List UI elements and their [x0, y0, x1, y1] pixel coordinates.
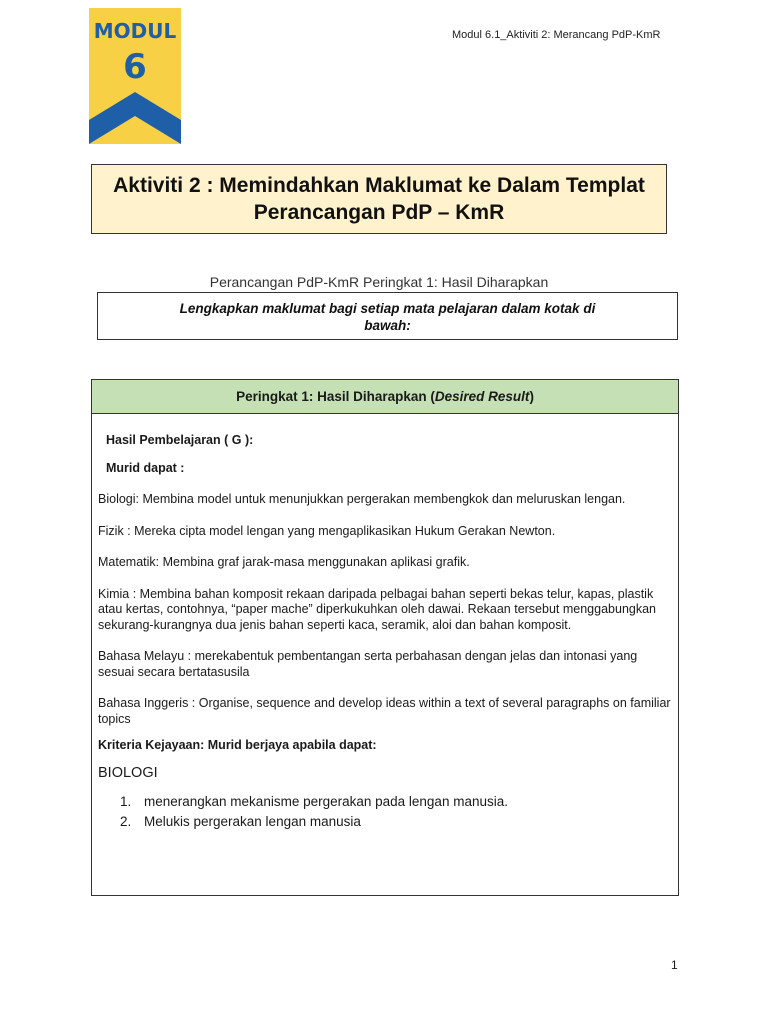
instruction-line-1: Lengkapkan maklumat bagi setiap mata pelajaran dalam kotak di: [179, 301, 596, 316]
subject-kimia: Kimia : Membina bahan komposit rekaan daripada pelbagai bahan seperti bekas telur, kapas, plastik atau kertas, contohnya, “paper mache” diperkukuhkan oleh dawai. Rekaan tersebut menggabungkan sekurang-kurangnya dua jenis bahan seperti kaca, seramik, aloi dan bahan komposit.: [98, 586, 656, 632]
document-label: Modul 6.1_Aktiviti 2: Merancang PdP-KmR: [452, 29, 661, 41]
criteria-text: menerangkan mekanisme pergerakan pada lengan manusia.: [144, 793, 508, 809]
subject-bahasa-inggeris: Bahasa Inggeris : Organise, sequence and develop ideas within a text of several paragraphs on familiar topics: [98, 696, 671, 726]
subject-bahasa-melayu: Bahasa Melayu : merekabentuk pembentangan serta perbahasan dengan jelas dan intonasi yang sesuai secara bertatasusila: [98, 649, 638, 679]
subject-heading: BIOLOGI: [98, 764, 158, 781]
table-header-suffix: ): [529, 389, 534, 404]
table-header-prefix: Peringkat 1: Hasil Diharapkan (: [236, 389, 435, 404]
modul-6-logo: [89, 8, 181, 144]
success-criteria-label: Kriteria Kejayaan: Murid berjaya apabila dapat:: [98, 738, 377, 752]
activity-title: [91, 164, 667, 234]
subheading: Perancangan PdP-KmR Peringkat 1: Hasil Diharapkan: [209, 274, 549, 290]
instruction-box: [97, 292, 678, 340]
logo-word: MODUL: [93, 19, 177, 43]
criteria-list: [98, 792, 672, 832]
subject-biologi: Biologi: Membina model untuk menunjukkan pergerakan membengkok dan meluruskan lengan.: [98, 492, 626, 506]
logo-number: 6: [123, 47, 147, 87]
criteria-text: Melukis pergerakan lengan manusia: [144, 813, 361, 829]
criteria-number: 1.: [120, 793, 132, 809]
subject-fizik: Fizik : Mereka cipta model lengan yang mengaplikasikan Hukum Gerakan Newton.: [98, 523, 556, 538]
table-body: [92, 433, 678, 832]
desired-result-table: [91, 379, 679, 896]
criteria-number: 2.: [120, 813, 132, 829]
table-header: [92, 380, 678, 414]
table-header-italic: Desired Result: [434, 389, 530, 404]
title-line-2: Perancangan PdP – KmR: [253, 201, 505, 224]
criteria-item: [120, 792, 672, 812]
page-number: 1: [671, 958, 678, 972]
subject-matematik: Matematik: Membina graf jarak-masa menggunakan aplikasi grafik.: [98, 555, 470, 569]
title-line-1: Aktiviti 2 : Memindahkan Maklumat ke Dalam Templat: [113, 174, 645, 197]
criteria-item: [120, 812, 672, 832]
students-can-label: Murid dapat :: [106, 460, 185, 475]
instruction-line-2: bawah:: [364, 318, 411, 333]
learning-outcome-label: Hasil Pembelajaran ( G ):: [106, 433, 254, 447]
